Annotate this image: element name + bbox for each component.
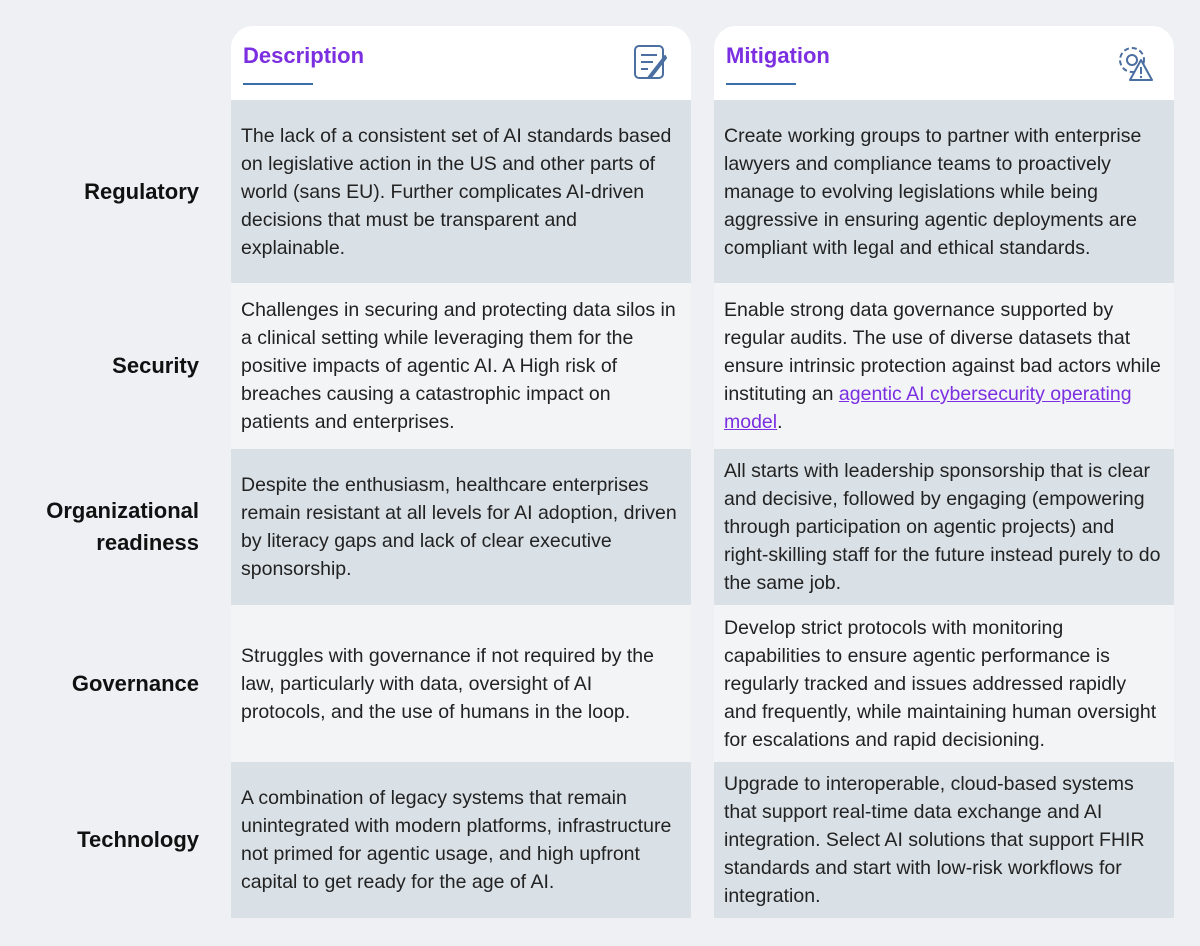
row-label-security xyxy=(0,283,199,449)
mitigation-text: Develop strict protocols with monitoring capabilities to ensure agentic performance is regularly tracked and issues addressed rapidly and frequently, while maintaining human oversight for escalations and rapid decisioning. xyxy=(724,616,1157,751)
cybersecurity-operating-model-link[interactable]: agentic AI cybersecurity operating model xyxy=(724,383,1132,433)
row-label-text: Governance xyxy=(71,670,199,696)
row-label-text: Technology xyxy=(77,827,199,852)
mitigation-text-pre: Enable strong data governance supported by regular audits. The use of diverse datasets that ensure intrinsic protection against bad actors while instituting an xyxy=(724,299,1161,405)
mitigation-header xyxy=(714,26,1174,100)
gear-warning-icon xyxy=(1114,40,1154,84)
description-cell-regulatory xyxy=(231,100,691,283)
mitigation-text-post: . xyxy=(777,411,783,433)
row-label-governance xyxy=(0,605,199,762)
row-labels xyxy=(0,0,215,946)
title-underline xyxy=(726,83,796,85)
description-cell-organizational-readiness xyxy=(231,449,691,605)
mitigation-text xyxy=(724,296,1164,436)
description-column xyxy=(231,26,691,918)
description-text: A combination of legacy systems that remain unintegrated with modern platforms, infrastructure not primed for agentic usage, and high upfront capital to get ready for the age of AI. xyxy=(241,787,672,893)
mitigation-text: Upgrade to interoperable, cloud-based systems that support real-time data exchange and AI integration. Select AI solutions that support FHIR standards and start with low-risk workflows for integration. xyxy=(724,773,1145,907)
mitigation-column xyxy=(714,26,1174,918)
description-cell-governance xyxy=(231,605,691,762)
mitigation-cell-technology xyxy=(714,762,1174,918)
mitigation-cell-regulatory xyxy=(714,100,1174,283)
description-cell-technology xyxy=(231,762,691,918)
description-cell-security xyxy=(231,283,691,449)
description-text: Challenges in securing and protecting data silos in a clinical setting while leveraging them for the positive impacts of agentic AI. A High risk of breaches causing a catastrophic impact on patients and enterprises. xyxy=(241,299,676,433)
description-text: The lack of a consistent set of AI standards based on legislative action in the US and other parts of world (sans EU). Further complicates AI-driven decisions that must be transparent and explainable. xyxy=(241,124,672,259)
mitigation-title: Mitigation xyxy=(726,43,830,68)
row-label-regulatory xyxy=(0,100,199,283)
row-label-text: Security xyxy=(112,353,199,378)
row-label-technology xyxy=(0,762,199,918)
description-text: Struggles with governance if not required by the law, particularly with data, oversight of AI protocols, and the use of humans in the loop. xyxy=(241,644,654,723)
row-label-organizational-readiness xyxy=(0,449,199,605)
description-title: Description xyxy=(243,43,365,68)
mitigation-cell-governance xyxy=(714,605,1174,762)
title-underline xyxy=(243,83,313,85)
mitigation-text: All starts with leadership sponsorship that is clear and decisive, followed by engaging (empowering through participation on agentic projects) and right-skilling staff for the future instead purely to do the same job. xyxy=(724,460,1161,594)
row-label-text: Organizational readiness xyxy=(46,498,199,555)
mitigation-text: Create working groups to partner with enterprise lawyers and compliance teams to proactively manage to evolving legislations while being aggressive in ensuring agentic deployments are compliant with legal and ethical standards. xyxy=(724,124,1142,259)
edit-document-icon xyxy=(631,40,671,84)
mitigation-cell-organizational-readiness xyxy=(714,449,1174,605)
description-text: Despite the enthusiasm, healthcare enterprises remain resistant at all levels for AI adoption, driven by literacy gaps and lack of clear executive sponsorship. xyxy=(241,474,677,580)
description-header xyxy=(231,26,691,100)
mitigation-cell-security xyxy=(714,283,1174,449)
row-label-text: Regulatory xyxy=(84,178,199,204)
